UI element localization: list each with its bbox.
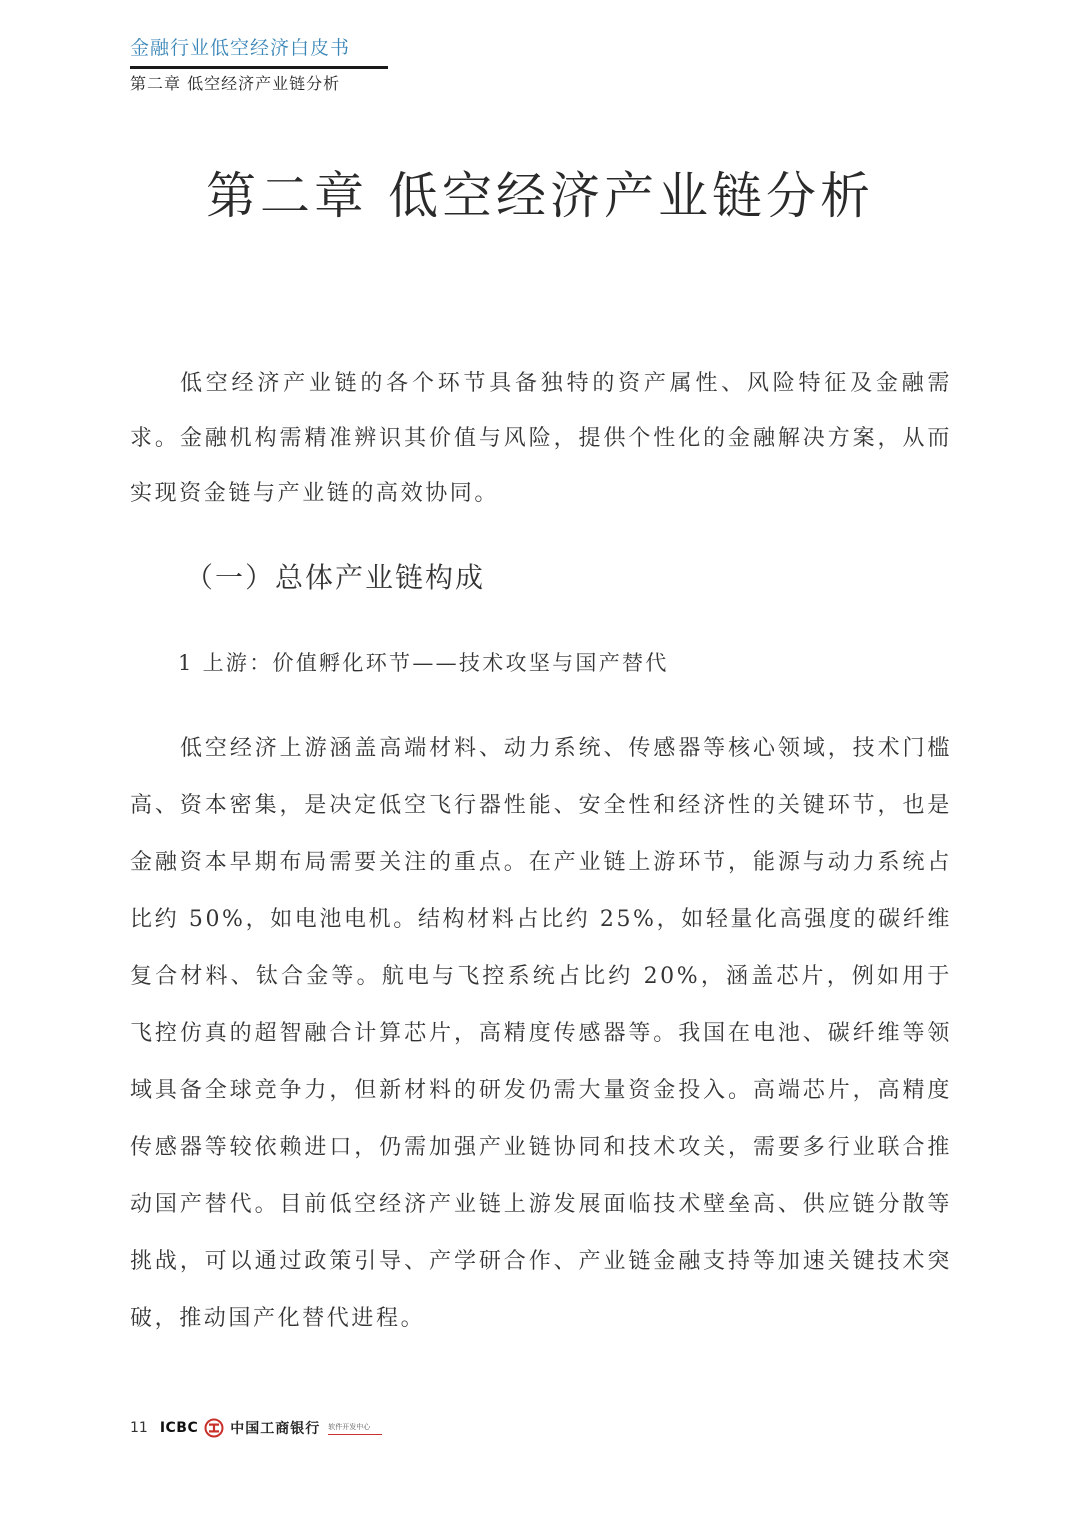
document-title: 金融行业低空经济白皮书: [130, 37, 351, 59]
intro-paragraph: 低空经济产业链的各个环节具备独特的资产属性、风险特征及金融需求。金融机构需精准辨识其价值与风险，提供个性化的金融解决方案，从而实现资金链与产业链的高效协同。: [130, 371, 952, 506]
page-footer: [130, 1414, 382, 1442]
body-paragraph: 低空经济上游涵盖高端材料、动力系统、传感器等核心领域，技术门槛高、资本密集，是决定低空飞行器性能、安全性和经济性的关键环节，也是金融资本早期布局需要关注的重点。在产业链上游环节，能源与动力系统占比约 50%，如电池电机。结构材料占比约 25%，如轻量化高强度的碳纤维复合材料、钛合金等。航电与飞控系统占比约 20%，涵盖芯片，例如用于飞控仿真的超智融合计算芯片，高精度传感器等。我国在电池、碳纤维等领域具备全球竞争力，但新材料的研发仍需大量资金投入。高端芯片，高精度传感器等较依赖进口，仍需加强产业链协同和技术攻关，需要多行业联合推动国产替代。目前低空经济产业链上游发展面临技术壁垒高、供应链分散等挑战，可以通过政策引导、产学研合作、产业链金融支持等加速关键技术突破，推动国产化替代进程。: [130, 736, 952, 1331]
sub-heading: 1 上游：价值孵化环节——技术攻坚与国产替代: [178, 651, 669, 675]
bank-name: 中国工商银行: [230, 1421, 321, 1437]
page-number: 11: [130, 1420, 148, 1436]
icbc-wordmark: ICBC: [159, 1420, 199, 1436]
running-header: [130, 34, 390, 96]
chapter-title: 第二章 低空经济产业链分析: [206, 167, 874, 225]
section-heading: （一）总体产业链构成: [185, 561, 486, 594]
header-divider: [130, 66, 388, 69]
icbc-logo-icon: [204, 1418, 224, 1438]
chapter-label: 第二章 低空经济产业链分析: [130, 74, 341, 93]
department-tag: 软件开发中心: [328, 1422, 382, 1435]
